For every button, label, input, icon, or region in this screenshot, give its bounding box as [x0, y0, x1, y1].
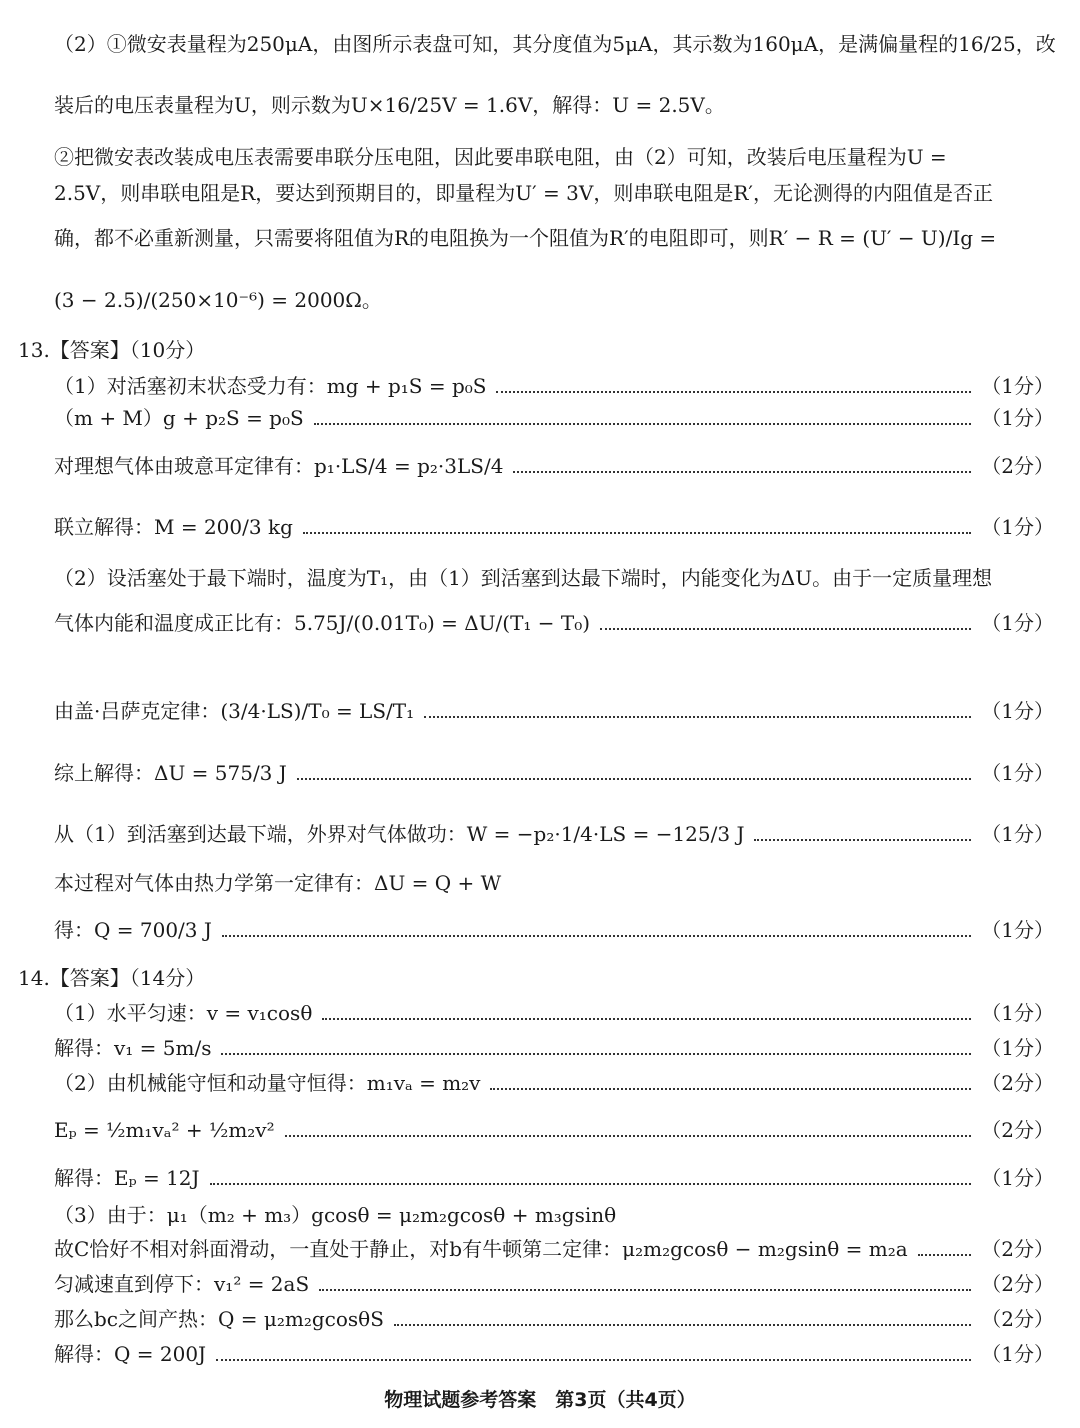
score: （1分）	[981, 1036, 1054, 1060]
q13-step	[54, 611, 1054, 635]
q14-step	[54, 1166, 1054, 1190]
text: 解得：v₁ = 5m/s	[54, 1036, 212, 1060]
score: （1分）	[981, 1342, 1054, 1366]
q13-step	[54, 822, 1054, 846]
q14-header	[18, 966, 1054, 990]
leader-dots	[754, 839, 971, 841]
leader-dots	[496, 391, 971, 393]
q12-part2-line1	[54, 32, 1054, 56]
q14-step	[54, 1203, 1054, 1227]
leader-dots	[918, 1254, 972, 1256]
score: （2分）	[981, 1272, 1054, 1296]
score: （2分）	[981, 454, 1054, 478]
text: 装后的电压表量程为U，则示数为U×16/25V = 1.6V，解得：U = 2.5V。	[54, 93, 725, 117]
leader-dots	[513, 471, 971, 473]
q14-step	[54, 1272, 1054, 1296]
q13-step	[54, 515, 1054, 539]
page-footer: 物理试题参考答案 第3页（共4页）	[384, 1389, 696, 1411]
q12-part2-line2	[54, 93, 1054, 117]
text: （2）由机械能守恒和动量守恒得：m₁vₐ = m₂v	[54, 1071, 481, 1095]
score: （1分）	[981, 699, 1054, 723]
q13-step	[54, 406, 1054, 430]
text: 那么bc之间产热：Q = μ₂m₂gcosθS	[54, 1307, 384, 1331]
score: （1分）	[981, 1166, 1054, 1190]
score: （1分）	[981, 918, 1054, 942]
text: 综上解得：ΔU = 575/3 J	[54, 761, 287, 785]
score: （1分）	[981, 515, 1054, 539]
text: 匀减速直到停下：v₁² = 2aS	[54, 1272, 310, 1296]
q14-step	[54, 1342, 1054, 1366]
leader-dots	[221, 1053, 971, 1055]
q13-step	[54, 699, 1054, 723]
leader-dots	[222, 935, 971, 937]
text: 从（1）到活塞到达最下端，外界对气体做功：W = −p₂·1/4·LS = −125/3 J	[54, 822, 745, 846]
q13-step	[54, 871, 1054, 895]
leader-dots	[600, 628, 971, 630]
text: 气体内能和温度成正比有：5.75J/(0.01T₀) = ΔU/(T₁ − T₀)	[54, 611, 591, 635]
q14-step	[54, 1071, 1054, 1095]
q13-step	[54, 454, 1054, 478]
leader-dots	[314, 423, 972, 425]
q13-step	[54, 761, 1054, 785]
text: 故C恰好不相对斜面滑动，一直处于静止，对b有牛顿第二定律：μ₂m₂gcosθ − m₂gsinθ = m₂a	[54, 1237, 908, 1261]
text: 联立解得：M = 200/3 kg	[54, 515, 293, 539]
leader-dots	[285, 1135, 972, 1137]
leader-dots	[322, 1018, 971, 1020]
score: （1分）	[981, 761, 1054, 785]
text: 得：Q = 700/3 J	[54, 918, 212, 942]
score: （1分）	[981, 406, 1054, 430]
text: ②把微安表改装成电压表需要串联分压电阻，因此要串联电阻，由（2）可知，改装后电压量程为U =	[54, 145, 947, 169]
score: （1分）	[981, 611, 1054, 635]
text: Eₚ = ½m₁vₐ² + ½m₂v²	[54, 1118, 275, 1142]
text: 本过程对气体由热力学第一定律有：ΔU = Q + W	[54, 871, 502, 895]
q12-part2-line4	[54, 181, 1054, 205]
text: （3）由于：μ₁（m₂ + m₃）gcosθ = μ₂m₂gcosθ + m₃gsinθ	[54, 1203, 617, 1227]
text: 2.5V，则串联电阻是R，要达到预期目的，即量程为U′ = 3V，则串联电阻是R′，无论测得的内阻值是否正	[54, 181, 993, 205]
q14-step	[54, 1237, 1054, 1261]
leader-dots	[303, 532, 971, 534]
text: 解得：Eₚ = 12J	[54, 1166, 200, 1190]
leader-dots	[210, 1183, 972, 1185]
leader-dots	[490, 1088, 971, 1090]
text: 解得：Q = 200J	[54, 1342, 207, 1366]
score: （1分）	[981, 374, 1054, 398]
score: （1分）	[981, 822, 1054, 846]
leader-dots	[424, 716, 971, 718]
score: （2分）	[981, 1307, 1054, 1331]
text: （1）对活塞初末状态受力有：mg + p₁S = p₀S	[54, 374, 487, 398]
q13-step	[54, 918, 1054, 942]
text: (3 − 2.5)/(250×10⁻⁶) = 2000Ω。	[54, 288, 382, 312]
text: （2）设活塞处于最下端时，温度为T₁，由（1）到活塞到达最下端时，内能变化为ΔU。由于一定质量理想	[54, 566, 993, 590]
score: （1分）	[981, 1001, 1054, 1025]
leader-dots	[297, 778, 971, 780]
score: （2分）	[981, 1071, 1054, 1095]
leader-dots	[394, 1324, 971, 1326]
text: （m + M）g + p₂S = p₀S	[54, 406, 304, 430]
q12-part2-line3	[54, 145, 1054, 169]
text: （1）水平匀速：v = v₁cosθ	[54, 1001, 313, 1025]
text: 确，都不必重新测量，只需要将阻值为R的电阻换为一个阻值为R′的电阻即可，则R′ − R = (U′ − U)/Ig =	[54, 226, 997, 250]
leader-dots	[319, 1289, 971, 1291]
q12-part2-line6	[54, 288, 1054, 312]
q14-step	[54, 1001, 1054, 1025]
q12-part2-line5	[54, 226, 1054, 250]
text: 对理想气体由玻意耳定律有：p₁·LS/4 = p₂·3LS/4	[54, 454, 504, 478]
text: 14.【答案】（14分）	[18, 966, 206, 990]
text: 13.【答案】（10分）	[18, 338, 206, 362]
q13-step	[54, 566, 1054, 590]
text: 由盖·吕萨克定律：(3/4·LS)/T₀ = LS/T₁	[54, 699, 415, 723]
q14-step	[54, 1036, 1054, 1060]
score: （2分）	[981, 1237, 1054, 1261]
text: （2）①微安表量程为250μA，由图所示表盘可知，其分度值为5μA，其示数为160μA，是满偏量程的16/25，改	[54, 32, 1056, 56]
q14-step	[54, 1307, 1054, 1331]
q13-step	[54, 374, 1054, 398]
leader-dots	[216, 1359, 971, 1361]
q14-step	[54, 1118, 1054, 1142]
score: （2分）	[981, 1118, 1054, 1142]
q13-header	[18, 338, 1054, 362]
